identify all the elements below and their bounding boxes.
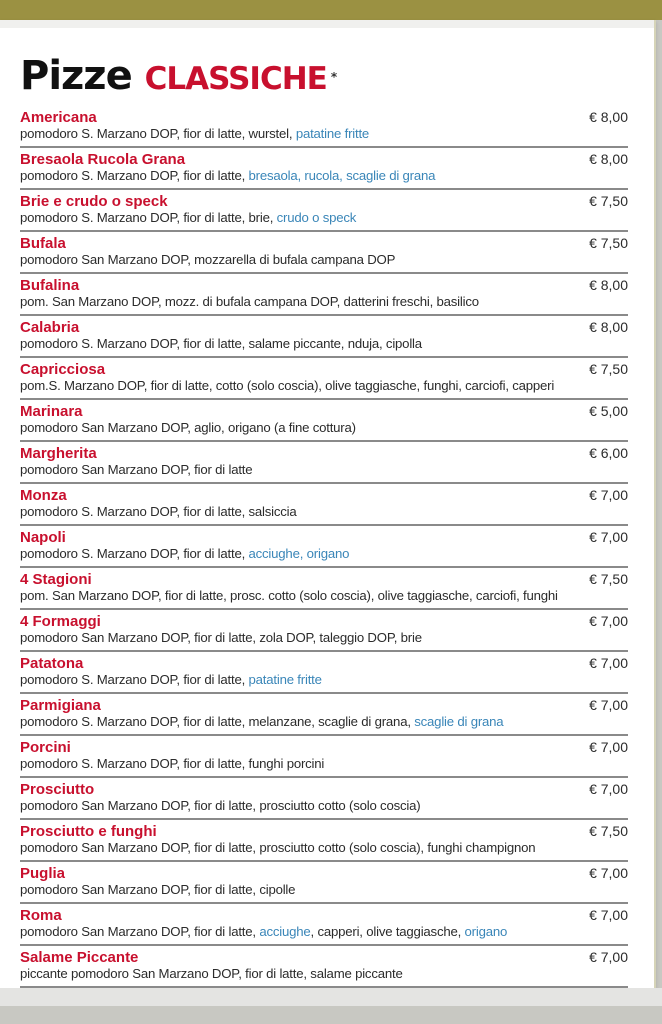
menu-item — [20, 570, 628, 610]
ingredient-text: pomodoro San Marzano DOP, fior di latte, prosciutto cotto (solo coscia), funghi champignon — [20, 840, 536, 855]
pizza-name: Prosciutto e funghi — [20, 823, 157, 840]
ingredient-text: pomodoro S. Marzano DOP, fior di latte, salsiccia — [20, 504, 297, 519]
pizza-price: € 7,00 — [589, 655, 628, 671]
ingredient-text: pomodoro San Marzano DOP, fior di latte, — [20, 924, 260, 939]
menu-item — [20, 864, 628, 904]
ingredient-highlight: crudo o speck — [276, 210, 357, 225]
pizza-ingredients — [20, 419, 356, 436]
pizza-ingredients — [20, 713, 503, 730]
pizza-ingredients — [20, 167, 435, 184]
pizza-ingredients — [20, 335, 422, 352]
pizza-name: Parmigiana — [20, 697, 101, 714]
pizza-ingredients — [20, 629, 422, 646]
menu-item — [20, 612, 628, 652]
page-top-edge — [0, 20, 654, 28]
ingredient-text: pomodoro San Marzano DOP, fior di latte, cipolle — [20, 882, 296, 897]
ingredient-text: , capperi, olive taggiasche, — [310, 924, 465, 939]
pizza-price: € 6,00 — [589, 445, 628, 461]
menu-item — [20, 402, 628, 442]
menu-item — [20, 528, 628, 568]
ingredient-text: pomodoro S. Marzano DOP, fior di latte, salame piccante, nduja, cipolla — [20, 336, 422, 351]
pizza-price: € 8,00 — [589, 319, 628, 335]
menu-item — [20, 108, 628, 148]
ingredient-highlight: acciughe — [259, 924, 311, 939]
menu-item — [20, 234, 628, 274]
ingredient-text: pomodoro San Marzano DOP, fior di latte, zola DOP, taleggio DOP, brie — [20, 630, 422, 645]
menu-item — [20, 486, 628, 526]
pizza-name: Marinara — [20, 403, 83, 420]
menu-item — [20, 948, 628, 988]
pizza-price: € 7,00 — [589, 865, 628, 881]
pizza-ingredients — [20, 545, 349, 562]
pizza-ingredients — [20, 671, 322, 688]
page-bottom-strip — [0, 988, 662, 1006]
pizza-ingredients — [20, 755, 324, 772]
pizza-name: Americana — [20, 109, 97, 126]
pizza-price: € 7,50 — [589, 235, 628, 251]
pizza-name: Roma — [20, 907, 62, 924]
pizza-ingredients — [20, 839, 535, 856]
title-asterisk: * — [330, 70, 337, 84]
pizza-name: Porcini — [20, 739, 71, 756]
pizza-name: Capricciosa — [20, 361, 106, 378]
pizza-ingredients — [20, 377, 554, 394]
pizza-ingredients — [20, 125, 369, 142]
ingredient-highlight: patatine fritte — [295, 126, 370, 141]
pizza-name: 4 Stagioni — [20, 571, 92, 588]
pizza-price: € 7,50 — [589, 361, 628, 377]
ingredient-highlight: origano — [464, 924, 508, 939]
pizza-price: € 5,00 — [589, 403, 628, 419]
pizza-name: Bufalina — [20, 277, 80, 294]
pizza-price: € 7,00 — [589, 697, 628, 713]
pizza-price: € 8,00 — [589, 109, 628, 125]
ingredient-text: pomodoro San Marzano DOP, aglio, origano (a fine cottura) — [20, 420, 356, 435]
menu-item — [20, 780, 628, 820]
pizza-price: € 7,50 — [589, 823, 628, 839]
menu-item — [20, 822, 628, 862]
pizza-name: Patatona — [20, 655, 84, 672]
pizza-ingredients — [20, 251, 395, 268]
pizza-price: € 7,00 — [589, 949, 628, 965]
menu-item — [20, 318, 628, 358]
pizza-price: € 7,00 — [589, 613, 628, 629]
ingredient-text: piccante pomodoro San Marzano DOP, fior di latte, salame piccante — [20, 966, 403, 981]
pizza-price: € 7,00 — [589, 907, 628, 923]
ingredient-text: pom.S. Marzano DOP, fior di latte, cotto (solo coscia), olive taggiasche, funghi, carciofi, capperi — [20, 378, 555, 393]
pizza-ingredients — [20, 587, 558, 604]
ingredient-text: pomodoro S. Marzano DOP, fior di latte, brie, — [20, 210, 277, 225]
pizza-price: € 8,00 — [589, 277, 628, 293]
menu-item — [20, 906, 628, 946]
ingredient-text: pomodoro S. Marzano DOP, fior di latte, wurstel, — [20, 126, 296, 141]
menu-item — [20, 360, 628, 400]
pizza-ingredients — [20, 461, 252, 478]
ingredient-text: pom. San Marzano DOP, fior di latte, prosc. cotto (solo coscia), olive taggiasche, carciofi, funghi — [20, 588, 558, 603]
pizza-ingredients — [20, 209, 356, 226]
menu-item — [20, 276, 628, 316]
pizza-price: € 8,00 — [589, 151, 628, 167]
pizza-name: Calabria — [20, 319, 80, 336]
title-word-classiche: classiche — [144, 49, 327, 100]
menu-item — [20, 192, 628, 232]
menu-item — [20, 738, 628, 778]
pizza-ingredients — [20, 503, 297, 520]
pizza-price: € 7,00 — [589, 487, 628, 503]
pizza-name: Puglia — [20, 865, 66, 882]
ingredient-text: pomodoro San Marzano DOP, fior di latte, prosciutto cotto (solo coscia) — [20, 798, 421, 813]
header-bar — [0, 0, 662, 20]
menu-list — [20, 108, 628, 990]
pizza-name: Bufala — [20, 235, 66, 252]
ingredient-text: pomodoro S. Marzano DOP, fior di latte, — [20, 168, 249, 183]
ingredient-text: pomodoro S. Marzano DOP, fior di latte, funghi porcini — [20, 756, 325, 771]
pizza-name: Bresaola Rucola Grana — [20, 151, 186, 168]
ingredient-highlight: acciughe, origano — [248, 546, 350, 561]
pizza-ingredients — [20, 965, 403, 982]
pizza-name: Salame Piccante — [20, 949, 139, 966]
pizza-ingredients — [20, 293, 479, 310]
pizza-name: Prosciutto — [20, 781, 95, 798]
ingredient-text: pomodoro San Marzano DOP, fior di latte — [20, 462, 253, 477]
menu-item — [20, 444, 628, 484]
ingredient-highlight: bresaola, rucola, scaglie di grana — [248, 168, 436, 183]
pizza-ingredients — [20, 881, 295, 898]
pizza-name: Monza — [20, 487, 67, 504]
pizza-name: Margherita — [20, 445, 97, 462]
ingredient-highlight: patatine fritte — [248, 672, 322, 687]
pizza-price: € 7,00 — [589, 529, 628, 545]
pizza-name: Napoli — [20, 529, 66, 546]
title-word-pizze: Pizze — [20, 53, 132, 99]
ingredient-text: pomodoro S. Marzano DOP, fior di latte, melanzane, scaglie di grana, — [20, 714, 415, 729]
page-title — [20, 49, 337, 100]
pizza-price: € 7,50 — [589, 571, 628, 587]
menu-item — [20, 150, 628, 190]
pizza-price: € 7,50 — [589, 193, 628, 209]
pizza-ingredients — [20, 923, 507, 940]
menu-item — [20, 696, 628, 736]
pizza-price: € 7,00 — [589, 781, 628, 797]
pizza-price: € 7,00 — [589, 739, 628, 755]
ingredient-text: pomodoro San Marzano DOP, mozzarella di bufala campana DOP — [20, 252, 396, 267]
ingredient-text: pom. San Marzano DOP, mozz. di bufala campana DOP, datterini freschi, basilico — [20, 294, 479, 309]
pizza-ingredients — [20, 797, 420, 814]
pizza-name: Brie e crudo o speck — [20, 193, 168, 210]
menu-item — [20, 654, 628, 694]
ingredient-text: pomodoro S. Marzano DOP, fior di latte, — [20, 672, 249, 687]
pizza-name: 4 Formaggi — [20, 613, 101, 630]
ingredient-text: pomodoro S. Marzano DOP, fior di latte, — [20, 546, 249, 561]
ingredient-highlight: scaglie di grana — [414, 714, 504, 729]
